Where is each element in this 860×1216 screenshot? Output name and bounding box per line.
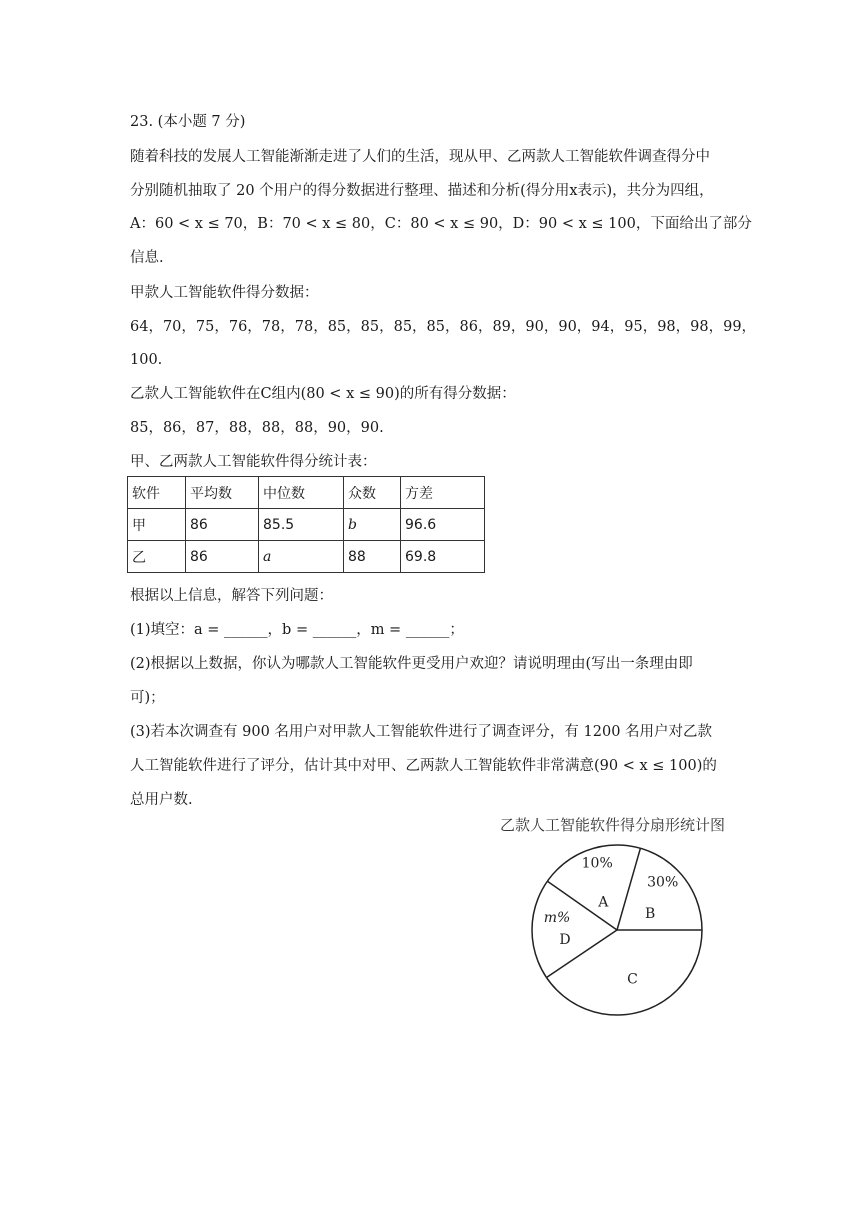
question-3-line-2: 人工智能软件进行了评分，估计其中对甲、乙两款人工智能软件非常满意(90 < x ≤ 100)的	[130, 758, 717, 774]
question-3-line-3: 总用户数.	[130, 792, 193, 808]
pie-percent-label: 10%	[581, 855, 613, 872]
table-header-cell: 方差	[401, 477, 485, 509]
pie-chart	[490, 810, 740, 1030]
yi-data-values: 85，86，87，88，88，88，90，90.	[130, 420, 384, 436]
pie-slice-label: A	[598, 894, 609, 911]
table-cell: a	[259, 541, 344, 573]
table-header-row	[128, 477, 485, 509]
table-cell: 86	[186, 541, 259, 573]
pie-percent-label: m%	[543, 910, 571, 926]
pie-slice-label: C	[627, 971, 638, 988]
table-header-cell: 软件	[128, 477, 186, 509]
table-header-cell: 众数	[344, 477, 401, 509]
table-row	[128, 509, 485, 541]
pie-slice-label: B	[644, 906, 656, 923]
intro-line-1: 随着科技的发展人工智能渐渐走进了人们的生活，现从甲、乙两款人工智能软件调查得分中	[130, 149, 710, 165]
table-cell: 88	[344, 541, 401, 573]
table-cell: 85.5	[259, 509, 344, 541]
intro-line-2: 分别随机抽取了 20 个用户的得分数据进行整理、描述和分析(得分用x表示)，共分为四组，	[130, 183, 714, 199]
table-cell: 86	[186, 509, 259, 541]
pie-slice-label: D	[559, 932, 571, 948]
table-cell: 69.8	[401, 541, 485, 573]
table-header-cell: 中位数	[259, 477, 344, 509]
table-title: 甲、乙两款人工智能软件得分统计表：	[130, 454, 377, 470]
prompt-text: 根据以上信息，解答下列问题：	[130, 588, 333, 604]
yi-data-title: 乙款人工智能软件在C组内(80 < x ≤ 90)的所有得分数据：	[130, 386, 516, 402]
question-3-line-1: (3)若本次调查有 900 名用户对甲款人工智能软件进行了调查评分，有 1200 名用户对乙款	[130, 724, 713, 740]
table-cell: 96.6	[401, 509, 485, 541]
table-cell: 乙	[128, 541, 186, 573]
question-2-line-1: (2)根据以上数据，你认为哪款人工智能软件更受用户欢迎？请说明理由(写出一条理由即	[130, 656, 693, 672]
table-row	[128, 541, 485, 573]
jia-data-line-2: 100.	[130, 352, 163, 368]
question-2-line-2: 可)；	[130, 690, 165, 706]
jia-data-title: 甲款人工智能软件得分数据：	[130, 285, 319, 301]
intro-line-3: A：60 < x ≤ 70，B：70 < x ≤ 80，C：80 < x ≤ 90，D：90 < x ≤ 100，下面给出了部分	[130, 216, 752, 232]
question-1: (1)填空：a = ______，b = ______，m = ______；	[130, 622, 464, 638]
question-header: 23. (本小题 7 分)	[130, 114, 246, 130]
jia-data-line-1: 64，70，75，76，78，78，85，85，85，85，86，89，90，90，94，95，98，98，99，	[130, 319, 757, 335]
chart-title: 乙款人工智能软件得分扇形统计图	[500, 816, 726, 834]
table-cell: b	[344, 509, 401, 541]
intro-line-4: 信息.	[130, 250, 164, 266]
table-header-cell: 平均数	[186, 477, 259, 509]
stats-table	[127, 476, 485, 573]
pie-percent-label: 30%	[647, 874, 679, 891]
table-cell: 甲	[128, 509, 186, 541]
